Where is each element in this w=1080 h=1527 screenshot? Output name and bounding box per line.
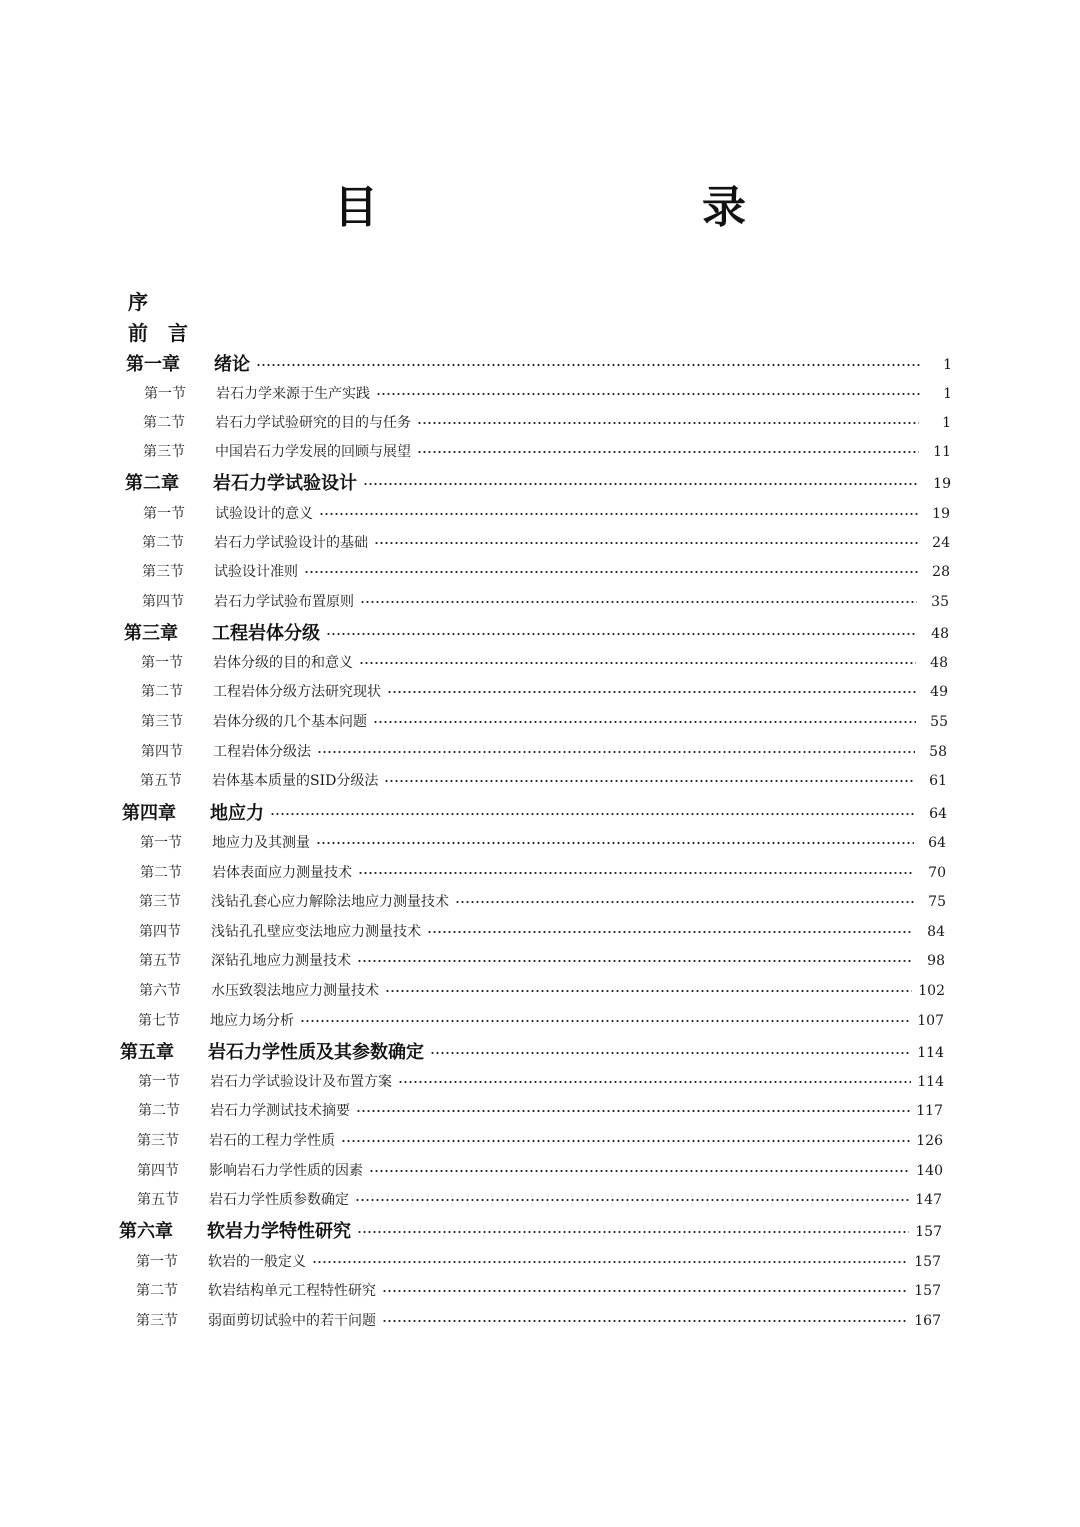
toc-section-row bbox=[139, 921, 945, 943]
section-number: 第三节 bbox=[143, 444, 185, 460]
page-number: 117 bbox=[916, 1103, 943, 1119]
dot-leader bbox=[369, 1168, 910, 1174]
section-number: 第三节 bbox=[139, 894, 181, 910]
toc-section-row bbox=[142, 561, 950, 583]
page-number: 28 bbox=[932, 564, 950, 580]
page-number: 114 bbox=[917, 1074, 944, 1090]
page-number: 157 bbox=[915, 1224, 942, 1240]
section-number: 第二节 bbox=[141, 684, 183, 700]
page-number: 48 bbox=[930, 655, 948, 671]
toc-chapter-row bbox=[124, 623, 949, 645]
page-number: 58 bbox=[929, 744, 947, 760]
page-number: 61 bbox=[929, 773, 947, 789]
section-number: 第五节 bbox=[139, 953, 181, 969]
dot-leader bbox=[417, 420, 919, 426]
chapter-number: 第一章 bbox=[126, 354, 180, 375]
section-number: 第一节 bbox=[143, 506, 185, 522]
section-number: 第五节 bbox=[140, 773, 182, 789]
chapter-title: 软岩力学特性研究 bbox=[207, 1221, 351, 1242]
section-title: 地应力场分析 bbox=[210, 1013, 294, 1029]
toc-chapter-row bbox=[122, 803, 947, 825]
section-number: 第四节 bbox=[137, 1163, 179, 1179]
section-number: 第二节 bbox=[136, 1283, 178, 1299]
toc-section-row bbox=[141, 681, 948, 703]
page-number: 167 bbox=[914, 1313, 941, 1329]
section-number: 第二节 bbox=[138, 1103, 180, 1119]
toc-section-row bbox=[139, 980, 945, 1002]
toc-section-row bbox=[139, 891, 946, 913]
page-number: 11 bbox=[933, 444, 951, 460]
section-title: 影响岩石力学性质的因素 bbox=[209, 1163, 363, 1179]
toc-section-row bbox=[143, 503, 950, 525]
dot-leader bbox=[270, 811, 915, 817]
toc-section-row bbox=[144, 383, 952, 405]
dot-leader bbox=[319, 511, 918, 517]
toc-chapter-row bbox=[125, 473, 951, 495]
section-title: 地应力及其测量 bbox=[212, 835, 310, 851]
section-title: 工程岩体分级方法研究现状 bbox=[213, 684, 381, 700]
dot-leader bbox=[360, 599, 917, 605]
front-matter-preface: 序 bbox=[128, 290, 148, 314]
section-number: 第二节 bbox=[140, 865, 182, 881]
toc-chapter-row bbox=[120, 1042, 944, 1064]
page-number: 49 bbox=[930, 684, 948, 700]
toc-section-row bbox=[143, 412, 951, 434]
section-title: 岩石力学试验布置原则 bbox=[214, 594, 354, 610]
page-number: 70 bbox=[928, 865, 946, 881]
section-title: 岩石力学性质参数确定 bbox=[209, 1192, 349, 1208]
section-title: 软岩结构单元工程特性研究 bbox=[208, 1283, 376, 1299]
toc-section-row bbox=[141, 711, 948, 733]
dot-leader bbox=[357, 1229, 909, 1235]
page-number: 19 bbox=[933, 476, 951, 492]
section-title: 岩体分级的几个基本问题 bbox=[213, 714, 367, 730]
page-number: 35 bbox=[931, 594, 949, 610]
section-number: 第三节 bbox=[142, 564, 184, 580]
page-title: 目 录 bbox=[334, 182, 886, 233]
page-number: 75 bbox=[928, 894, 946, 910]
toc-section-row bbox=[136, 1251, 941, 1273]
toc-chapter-row bbox=[126, 354, 952, 376]
dot-leader bbox=[363, 481, 919, 487]
page-number: 157 bbox=[914, 1254, 941, 1270]
section-number: 第二节 bbox=[143, 415, 185, 431]
dot-leader bbox=[304, 569, 918, 575]
section-number: 第二节 bbox=[142, 535, 184, 551]
page-number: 1 bbox=[943, 357, 952, 373]
toc-section-row bbox=[136, 1310, 941, 1332]
section-title: 试验设计的意义 bbox=[215, 506, 313, 522]
section-title: 岩石力学试验研究的目的与任务 bbox=[215, 415, 411, 431]
section-title: 岩体表面应力测量技术 bbox=[212, 865, 352, 881]
chapter-number: 第二章 bbox=[125, 473, 179, 494]
toc-chapter-row bbox=[119, 1221, 942, 1243]
page-number: 126 bbox=[916, 1133, 943, 1149]
page-number: 19 bbox=[932, 506, 950, 522]
section-title: 岩体基本质量的SID分级法 bbox=[212, 773, 379, 789]
dot-leader bbox=[317, 749, 915, 755]
section-number: 第七节 bbox=[138, 1013, 180, 1029]
section-title: 岩体分级的目的和意义 bbox=[213, 655, 353, 671]
section-number: 第三节 bbox=[141, 714, 183, 730]
toc-section-row bbox=[142, 591, 949, 613]
chapter-title: 工程岩体分级 bbox=[212, 623, 320, 644]
section-number: 第一节 bbox=[144, 386, 186, 402]
section-number: 第一节 bbox=[138, 1074, 180, 1090]
dot-leader bbox=[455, 899, 914, 905]
page-number: 84 bbox=[927, 924, 945, 940]
chapter-number: 第三章 bbox=[124, 623, 178, 644]
section-number: 第一节 bbox=[140, 835, 182, 851]
page-number: 114 bbox=[917, 1045, 944, 1061]
page-number: 157 bbox=[914, 1283, 941, 1299]
dot-leader bbox=[358, 870, 914, 876]
dot-leader bbox=[359, 660, 916, 666]
page-number: 55 bbox=[930, 714, 948, 730]
dot-leader bbox=[387, 689, 916, 695]
section-title: 水压致裂法地应力测量技术 bbox=[211, 983, 379, 999]
section-title: 软岩的一般定义 bbox=[208, 1254, 306, 1270]
dot-leader bbox=[384, 778, 915, 784]
dot-leader bbox=[300, 1018, 911, 1024]
chapter-number: 第六章 bbox=[119, 1221, 173, 1242]
section-title: 工程岩体分级法 bbox=[213, 744, 311, 760]
dot-leader bbox=[312, 1259, 908, 1265]
dot-leader bbox=[417, 449, 919, 455]
dot-leader bbox=[385, 988, 912, 994]
dot-leader bbox=[256, 362, 920, 368]
toc-section-row bbox=[137, 1189, 942, 1211]
front-matter-foreword: 前 言 bbox=[128, 321, 188, 345]
toc-section-row bbox=[140, 832, 946, 854]
section-title: 中国岩石力学发展的回顾与展望 bbox=[215, 444, 411, 460]
section-title: 弱面剪切试验中的若干问题 bbox=[208, 1313, 376, 1329]
page-number: 48 bbox=[931, 626, 949, 642]
toc-section-row bbox=[139, 950, 945, 972]
toc-section-row bbox=[140, 770, 947, 792]
section-number: 第四节 bbox=[141, 744, 183, 760]
section-title: 岩石力学来源于生产实践 bbox=[216, 386, 370, 402]
dot-leader bbox=[398, 1079, 911, 1085]
toc-section-row bbox=[138, 1010, 944, 1032]
dot-leader bbox=[341, 1138, 910, 1144]
section-title: 岩石力学试验设计及布置方案 bbox=[210, 1074, 392, 1090]
page-number: 98 bbox=[927, 953, 945, 969]
toc-section-row bbox=[137, 1160, 943, 1182]
section-title: 岩石力学测试技术摘要 bbox=[210, 1103, 350, 1119]
page-number: 1 bbox=[943, 386, 952, 402]
page-number: 102 bbox=[918, 983, 945, 999]
chapter-number: 第五章 bbox=[120, 1042, 174, 1063]
section-number: 第六节 bbox=[139, 983, 181, 999]
toc-section-row bbox=[143, 441, 951, 463]
toc-section-row bbox=[141, 652, 948, 674]
section-title: 岩石的工程力学性质 bbox=[209, 1133, 335, 1149]
page-number: 24 bbox=[932, 535, 950, 551]
dot-leader bbox=[356, 1108, 910, 1114]
section-title: 浅钻孔套心应力解除法地应力测量技术 bbox=[211, 894, 449, 910]
section-title: 试验设计准则 bbox=[214, 564, 298, 580]
toc-section-row bbox=[138, 1071, 944, 1093]
dot-leader bbox=[376, 391, 920, 397]
section-number: 第四节 bbox=[139, 924, 181, 940]
chapter-title: 地应力 bbox=[210, 803, 264, 824]
chapter-number: 第四章 bbox=[122, 803, 176, 824]
section-number: 第五节 bbox=[137, 1192, 179, 1208]
dot-leader bbox=[373, 719, 916, 725]
section-number: 第三节 bbox=[137, 1133, 179, 1149]
section-number: 第四节 bbox=[142, 594, 184, 610]
toc-section-row bbox=[142, 532, 950, 554]
toc-section-row bbox=[138, 1100, 943, 1122]
dot-leader bbox=[374, 540, 918, 546]
toc-section-row bbox=[137, 1130, 943, 1152]
dot-leader bbox=[382, 1318, 908, 1324]
chapter-title: 岩石力学试验设计 bbox=[213, 473, 357, 494]
toc-section-row bbox=[136, 1280, 941, 1302]
chapter-title: 绪论 bbox=[214, 354, 250, 375]
dot-leader bbox=[382, 1288, 908, 1294]
page-number: 147 bbox=[915, 1192, 942, 1208]
toc-section-row bbox=[140, 862, 946, 884]
chapter-title: 岩石力学性质及其参数确定 bbox=[208, 1042, 424, 1063]
page-number: 64 bbox=[928, 835, 946, 851]
dot-leader bbox=[430, 1050, 911, 1056]
section-title: 深钻孔地应力测量技术 bbox=[211, 953, 351, 969]
section-title: 岩石力学试验设计的基础 bbox=[214, 535, 368, 551]
dot-leader bbox=[357, 958, 913, 964]
dot-leader bbox=[326, 631, 917, 637]
section-number: 第一节 bbox=[136, 1254, 178, 1270]
section-title: 浅钻孔孔壁应变法地应力测量技术 bbox=[211, 924, 421, 940]
page-number: 140 bbox=[916, 1163, 943, 1179]
dot-leader bbox=[355, 1197, 909, 1203]
section-number: 第一节 bbox=[141, 655, 183, 671]
page-number: 107 bbox=[917, 1013, 944, 1029]
dot-leader bbox=[316, 840, 914, 846]
dot-leader bbox=[427, 929, 913, 935]
section-number: 第三节 bbox=[136, 1313, 178, 1329]
toc-section-row bbox=[141, 741, 947, 763]
page-number: 64 bbox=[929, 806, 947, 822]
page-number: 1 bbox=[942, 415, 951, 431]
